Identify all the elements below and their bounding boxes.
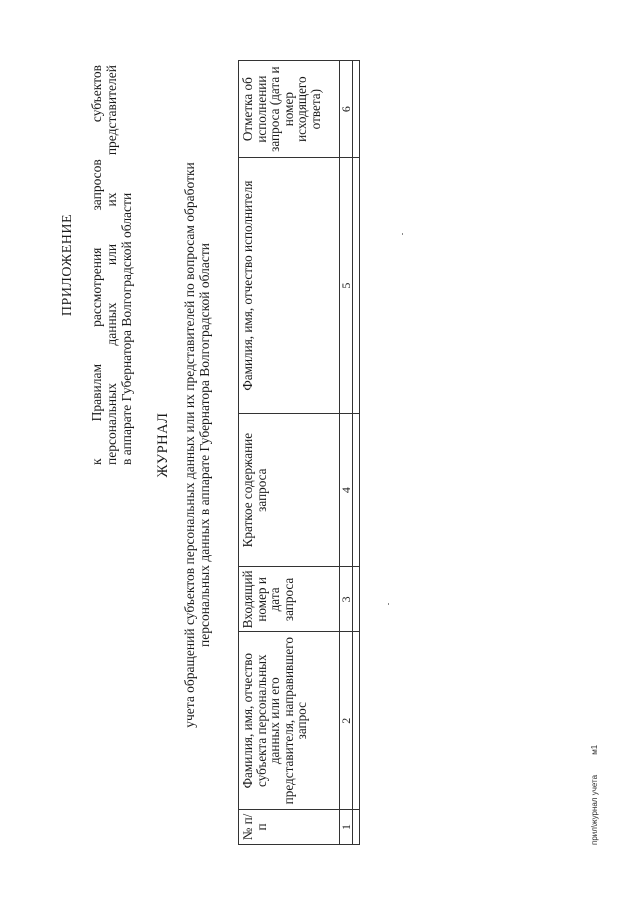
- journal-subtitle-line: персональных данных в аппарате Губернатора Волгоградской области: [197, 242, 212, 648]
- footer-page-mark: м1: [590, 744, 599, 755]
- appendix-line: в аппарате Губернатора Волгоградской области: [119, 192, 134, 465]
- table-cell: [353, 413, 360, 566]
- column-number: 6: [340, 61, 353, 158]
- table-cell: [353, 158, 360, 414]
- table-cell: [353, 632, 360, 809]
- appendix-block: [60, 65, 134, 465]
- table-cell: [353, 567, 360, 632]
- header-incoming-number: Входящий номер и дата запроса: [239, 567, 340, 632]
- header-executor-name: Фамилия, имя, отчество исполнителя: [239, 158, 340, 414]
- table-cell: [353, 61, 360, 158]
- footer-filename: [590, 745, 599, 845]
- journal-subtitle-line: учета обращений субъектов персональных данных или их представителей по вопросам обработки: [182, 162, 197, 728]
- column-number: 3: [340, 567, 353, 632]
- appendix-line: к Правилам рассмотрения запросов субъектов: [89, 65, 104, 465]
- journal-title: ЖУРНАЛ: [155, 412, 171, 478]
- scan-speck: [402, 233, 403, 235]
- column-number: 2: [340, 632, 353, 809]
- footer-file-path: прил\журнал учета: [590, 774, 599, 845]
- column-number: 5: [340, 158, 353, 414]
- column-number: 4: [340, 413, 353, 566]
- column-number: 1: [340, 809, 353, 844]
- header-request-summary: Краткое содержание запроса: [239, 413, 340, 566]
- header-execution-mark: Отметка об исполнении запроса (дата и номер исходящего ответа): [239, 61, 340, 158]
- journal-table: [238, 60, 360, 845]
- header-subject-name: Фамилия, имя, отчество субъекта персональных данных или его представителя, направившего запрос: [239, 632, 340, 809]
- table-row: [353, 61, 360, 845]
- journal-subtitle: [182, 45, 212, 845]
- header-number: № п/п: [239, 809, 340, 844]
- table-header-row: [239, 61, 340, 845]
- appendix-line: персональных данных или их представителей: [104, 65, 119, 465]
- column-number-row: [340, 61, 353, 845]
- table-cell: [353, 809, 360, 844]
- appendix-title: ПРИЛОЖЕНИЕ: [60, 213, 75, 317]
- scan-speck: [388, 603, 389, 605]
